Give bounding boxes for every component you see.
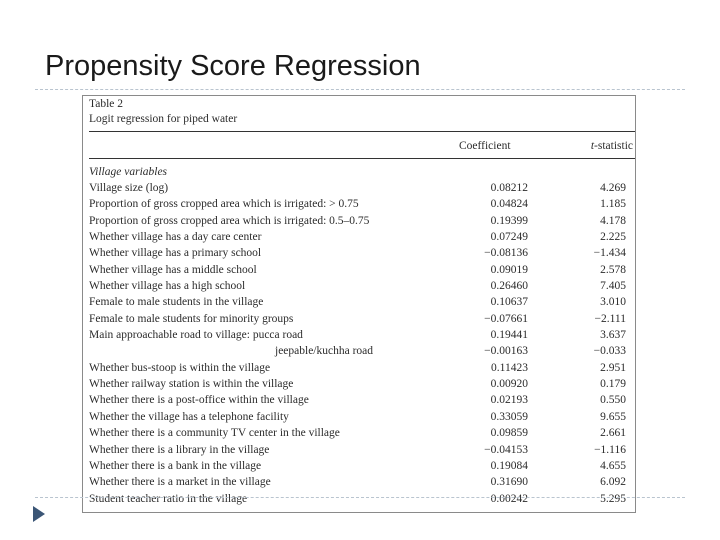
row-label: Whether village has a middle school [89, 263, 257, 276]
row-coefficient: 0.11423 [491, 361, 528, 374]
row-label: Whether there is a market in the village [89, 476, 271, 489]
row-tstatistic: 4.655 [600, 459, 626, 472]
table-top-rule [89, 131, 635, 132]
row-tstatistic: 9.655 [600, 410, 626, 423]
table-row [83, 229, 635, 245]
regression-table [82, 95, 636, 513]
table-row [83, 213, 635, 229]
row-coefficient: 0.19399 [490, 214, 528, 227]
table-row [83, 425, 635, 441]
table-number: Table 2 [89, 98, 124, 110]
table-row [83, 360, 635, 376]
row-coefficient: 0.00242 [490, 492, 528, 505]
row-tstatistic: 7.405 [600, 280, 626, 293]
row-tstatistic: −2.111 [594, 312, 626, 325]
row-tstatistic: 6.092 [600, 476, 626, 489]
row-coefficient: 0.33059 [490, 410, 528, 423]
row-label: Female to male students in the village [89, 296, 264, 309]
row-coefficient: 0.31690 [490, 476, 528, 489]
row-coefficient: 0.19084 [490, 459, 528, 472]
row-label: Whether there is a library in the village [89, 443, 270, 456]
row-coefficient: 0.04824 [490, 198, 528, 211]
row-label: Village size (log) [89, 182, 169, 194]
table-row [83, 196, 635, 212]
table-row [83, 343, 635, 359]
table-row [83, 278, 635, 294]
table-caption: Logit regression for piped water [89, 113, 238, 125]
row-label: Whether there is a bank in the village [89, 459, 262, 472]
table-row [83, 458, 635, 474]
footer-divider [35, 497, 685, 498]
row-label: Whether the village has a telephone facility [89, 410, 289, 423]
table-row [83, 409, 635, 425]
row-coefficient: 0.00920 [490, 378, 528, 391]
row-tstatistic: −1.116 [594, 443, 626, 456]
table-row [83, 294, 635, 310]
row-tstatistic: 4.269 [600, 182, 626, 194]
row-label: Proportion of gross cropped area which is irrigated: > 0.75 [89, 198, 359, 211]
row-label: jeepable/kuchha road [275, 345, 374, 358]
row-tstatistic: 2.661 [600, 427, 626, 440]
table-row [83, 442, 635, 458]
row-label: Main approachable road to village: pucca road [89, 329, 303, 342]
row-tstatistic: 2.578 [600, 263, 626, 276]
row-tstatistic: 1.185 [600, 198, 626, 211]
row-coefficient: 0.09019 [490, 263, 528, 276]
table-row [83, 311, 635, 327]
row-label: Whether village has a primary school [89, 247, 262, 260]
row-label: Whether village has a high school [89, 280, 246, 293]
row-coefficient: 0.26460 [490, 280, 528, 293]
row-label: Proportion of gross cropped area which is irrigated: 0.5–0.75 [89, 214, 370, 227]
table-row [83, 180, 635, 196]
table-row [83, 376, 635, 392]
row-coefficient: 0.10637 [490, 296, 528, 309]
row-coefficient: 0.19441 [490, 329, 528, 342]
bullet-arrow-icon [33, 506, 45, 522]
row-coefficient: −0.00163 [484, 345, 528, 358]
row-tstatistic: 5.295 [600, 492, 626, 505]
row-coefficient: −0.07661 [484, 312, 528, 325]
tstat-italic-t: t [590, 140, 595, 152]
column-header-coefficient: Coefficient [459, 140, 511, 152]
row-coefficient: 0.07249 [490, 231, 528, 244]
section-label: Village variables [89, 166, 168, 178]
table-row [83, 491, 635, 507]
row-tstatistic: −0.033 [593, 345, 626, 358]
row-tstatistic: 4.178 [600, 214, 626, 227]
row-tstatistic: 2.225 [600, 231, 626, 244]
row-tstatistic: 0.179 [600, 378, 626, 391]
tstat-suffix: -statistic [594, 140, 633, 152]
row-tstatistic: 0.550 [600, 394, 626, 407]
row-label: Whether village has a day care center [89, 231, 262, 244]
row-tstatistic: 3.010 [600, 296, 626, 309]
slide-title: Propensity Score Regression [45, 50, 421, 82]
row-coefficient: 0.08212 [490, 182, 528, 194]
row-coefficient: 0.09859 [490, 427, 528, 440]
row-tstatistic: −1.434 [593, 247, 626, 260]
row-label: Whether there is a post-office within the village [89, 394, 309, 407]
row-tstatistic: 2.951 [600, 361, 626, 374]
row-label: Whether bus-stoop is within the village [89, 361, 271, 374]
title-divider [35, 89, 685, 90]
row-coefficient: 0.02193 [490, 394, 528, 407]
table-body [83, 180, 635, 507]
row-label: Whether railway station is within the village [89, 378, 294, 391]
row-label: Whether there is a community TV center in the village [89, 427, 340, 440]
row-label: Student teacher ratio in the village [89, 492, 248, 505]
table-row [83, 245, 635, 261]
table-row [83, 474, 635, 490]
row-label: Female to male students for minority groups [89, 312, 294, 325]
table-row [83, 392, 635, 408]
header-rule [89, 158, 635, 159]
column-header-tstatistic [591, 140, 633, 152]
table-row [83, 262, 635, 278]
row-coefficient: −0.08136 [484, 247, 528, 260]
row-tstatistic: 3.637 [600, 329, 626, 342]
table-row [83, 327, 635, 343]
row-coefficient: −0.04153 [484, 443, 528, 456]
